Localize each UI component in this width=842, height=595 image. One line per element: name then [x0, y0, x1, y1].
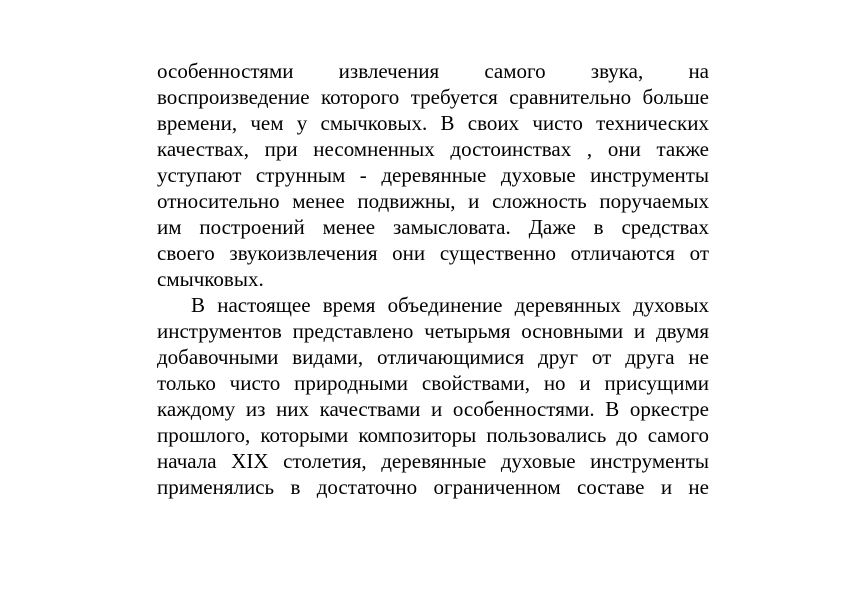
paragraph-2: [157, 292, 709, 500]
text-line: качествах, при несомненных достоинствах , они также: [157, 137, 709, 161]
text-body: [157, 58, 709, 500]
text-line: времени, чем у смычковых. В своих чисто технических: [157, 111, 709, 135]
text-line: смычковых.: [157, 267, 264, 291]
text-line: инструментов представлено четырьмя основными и двумя: [157, 319, 709, 343]
text-line: добавочными видами, отличающимися друг от друга не: [157, 345, 709, 369]
paragraph-1: [157, 58, 709, 292]
text-line: воспроизведение которого требуется сравнительно больше: [157, 85, 709, 109]
text-line: каждому из них качествами и особенностями. В оркестре: [157, 397, 709, 421]
text-line: применялись в достаточно ограниченном составе и не: [157, 475, 709, 499]
text-line: уступают струнным - деревянные духовые инструменты: [157, 163, 709, 187]
text-line: начала XIX столетия, деревянные духовые инструменты: [157, 449, 709, 473]
text-line: особенностями извлечения самого звука, на: [157, 59, 709, 83]
text-line: своего звукоизвлечения они существенно отличаются от: [157, 241, 709, 265]
text-line: В настоящее время объединение деревянных духовых: [191, 293, 709, 317]
text-line: только чисто природными свойствами, но и присущими: [157, 371, 709, 395]
text-line: прошлого, которыми композиторы пользовались до самого: [157, 423, 709, 447]
text-line: им построений менее замысловата. Даже в средствах: [157, 215, 709, 239]
text-line: относительно менее подвижны, и сложность поручаемых: [157, 189, 709, 213]
